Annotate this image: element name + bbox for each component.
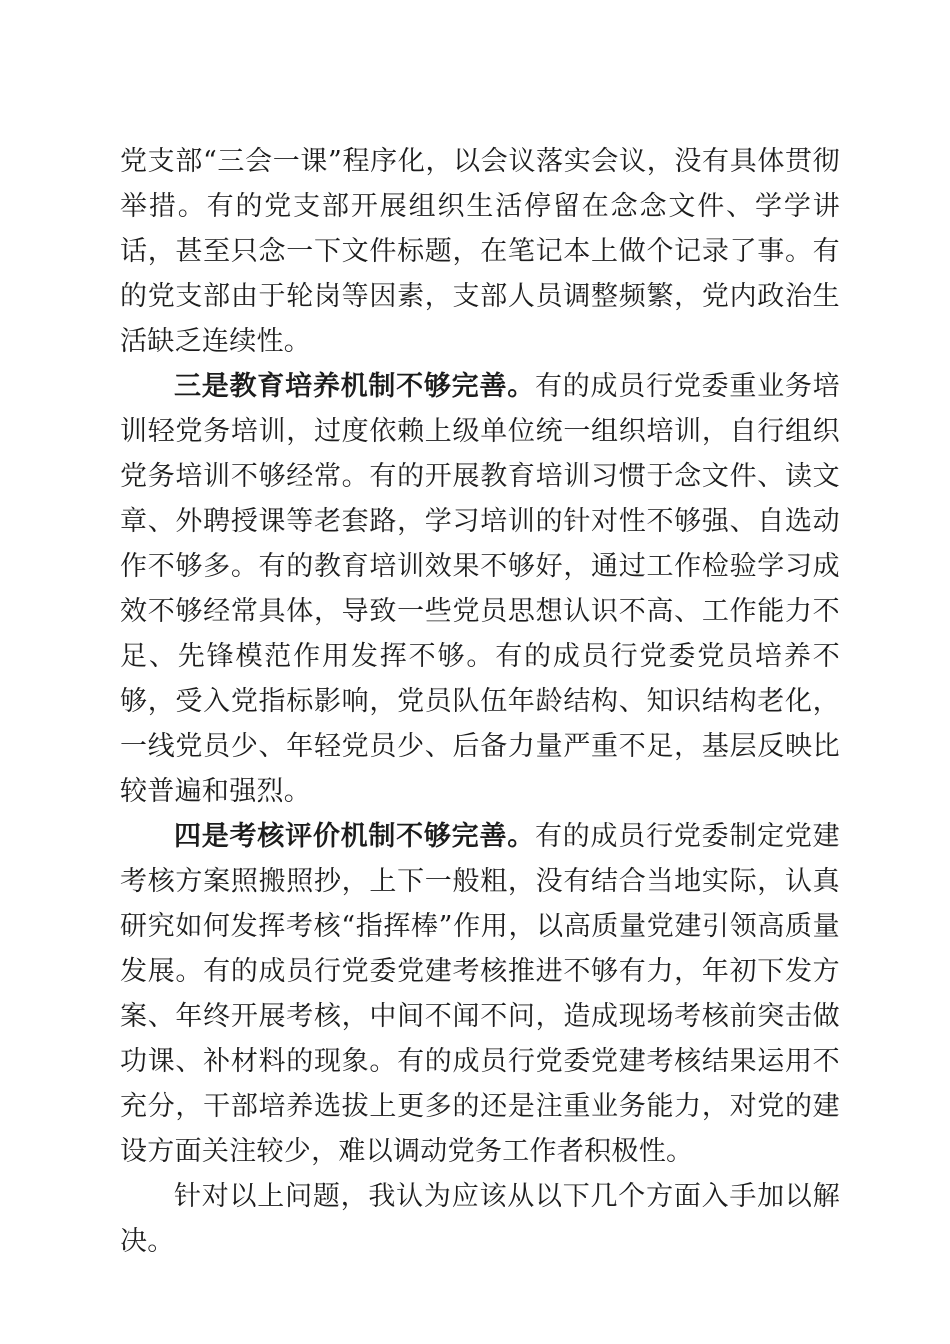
- paragraph-continuation: [120, 139, 840, 364]
- paragraph-lead-heading: 四是考核评价机制不够完善。: [174, 821, 535, 852]
- paragraph-text: 有的成员行党委重业务培训轻党务培训，过度依赖上级单位统一组织培训，自行组织党务培训不够经常。有的开展教育培训习惯于念文件、读文章、外聘授课等老套路，学习培训的针对性不够强、自选动作不够多。有的教育培训效果不够好，通过工作检验学习成效不够经常具体，导致一些党员思想认识不高、工作能力不足、先锋模范作用发挥不够。有的成员行党委党员培养不够，受入党指标影响，党员队伍年龄结构、知识结构老化，一线党员少、年轻党员少、后备力量严重不足，基层反映比较普遍和强烈。: [120, 371, 840, 807]
- paragraph-text: 党支部“三会一课”程序化，以会议落实会议，没有具体贯彻举措。有的党支部开展组织生活停留在念念文件、学学讲话，甚至只念一下文件标题，在笔记本上做个记录了事。有的党支部由于轮岗等因素，支部人员调整频繁，党内政治生活缺乏连续性。: [120, 146, 840, 357]
- paragraph-text: 针对以上问题，我认为应该从以下几个方面入手加以解决。: [120, 1181, 840, 1257]
- paragraph-text: 有的成员行党委制定党建考核方案照搬照抄，上下一般粗，没有结合当地实际，认真研究如何发挥考核“指挥棒”作用，以高质量党建引领高质量发展。有的成员行党委党建考核推进不够有力，年初下发方案、年终开展考核，中间不闻不问，造成现场考核前突击做功课、补材料的现象。有的成员行党委党建考核结果运用不充分，干部培养选拔上更多的还是注重业务能力，对党的建设方面关注较少，难以调动党务工作者积极性。: [120, 821, 840, 1167]
- paragraph-evaluation-mechanism: [120, 814, 840, 1174]
- document-body: [120, 139, 840, 1264]
- paragraph-conclusion: [120, 1174, 840, 1264]
- paragraph-lead-heading: 三是教育培养机制不够完善。: [174, 371, 535, 402]
- paragraph-education-mechanism: [120, 364, 840, 814]
